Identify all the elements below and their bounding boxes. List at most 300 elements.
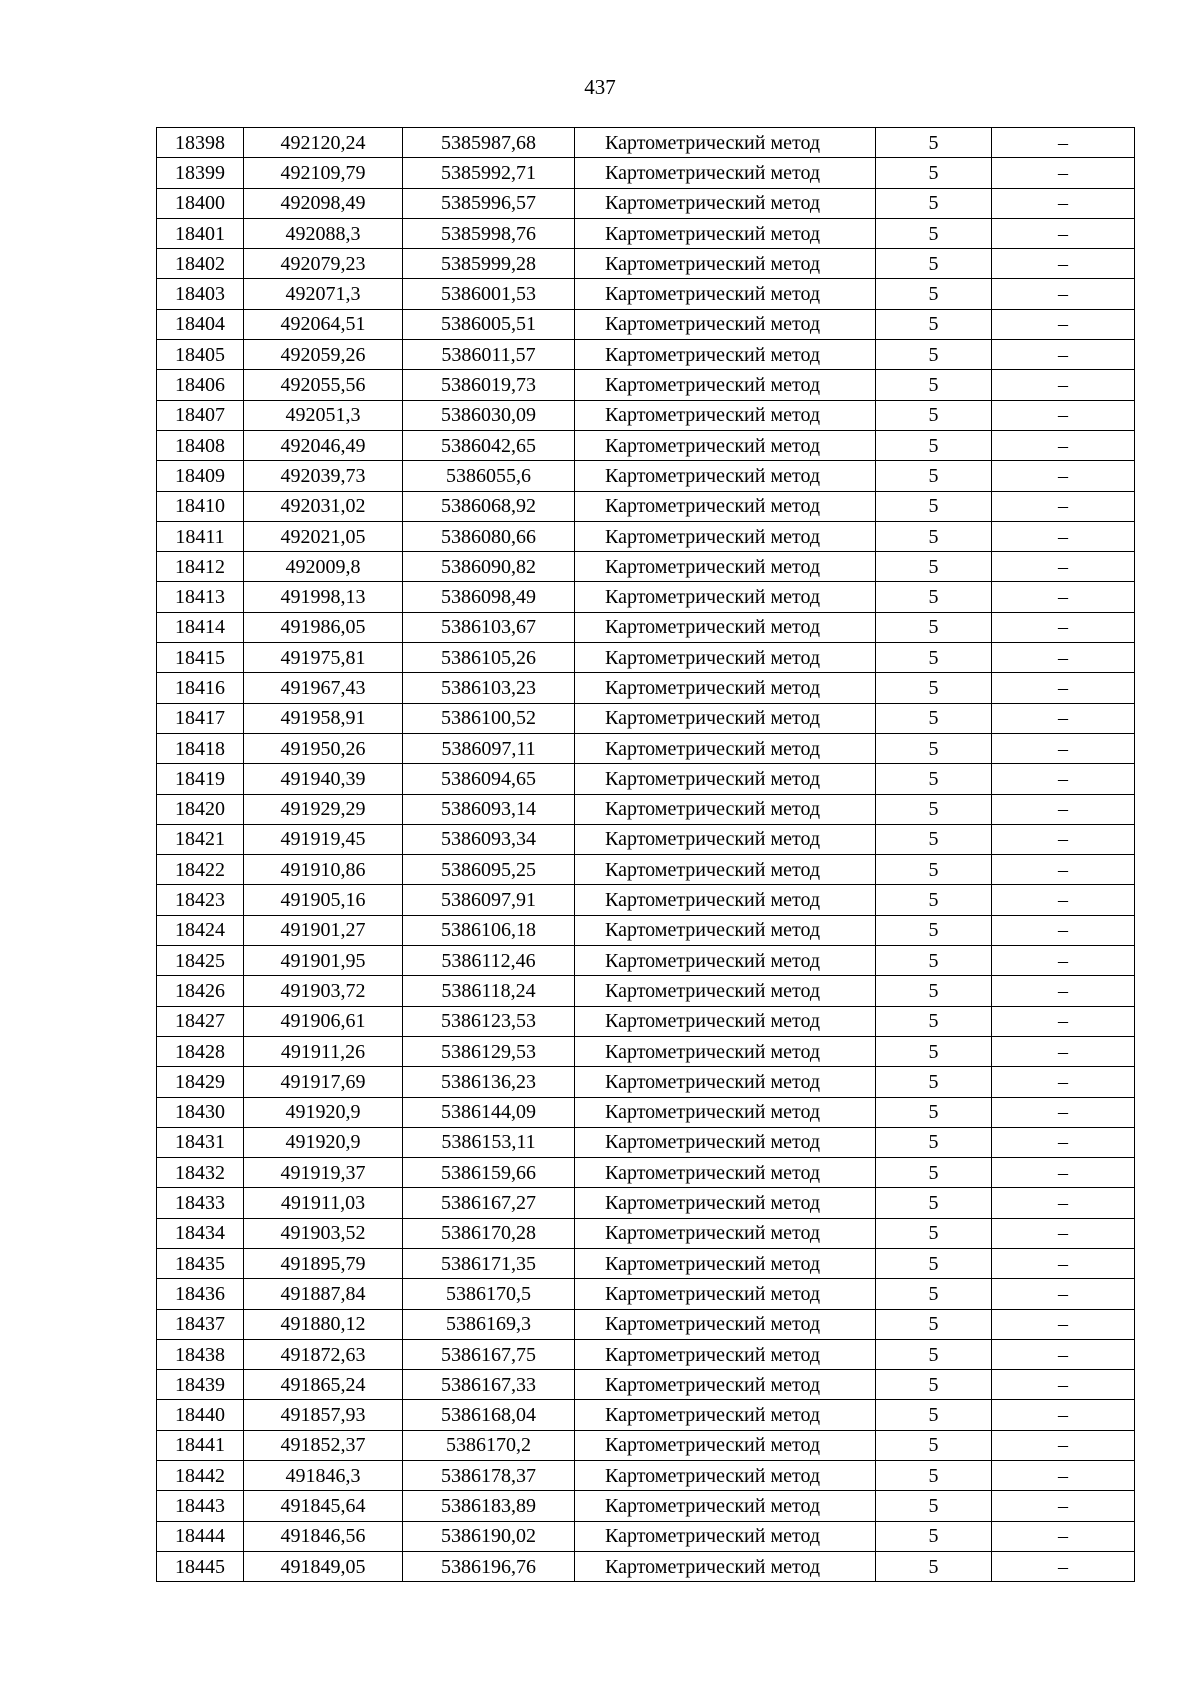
point-number-cell: 18426 xyxy=(157,976,244,1006)
point-number-cell: 18401 xyxy=(157,218,244,248)
table-row xyxy=(157,1097,1135,1127)
method-cell: Картометрический метод xyxy=(575,400,876,430)
point-number-cell: 18419 xyxy=(157,764,244,794)
accuracy-cell: 5 xyxy=(876,1218,992,1248)
accuracy-cell: 5 xyxy=(876,128,992,158)
point-number-cell: 18434 xyxy=(157,1218,244,1248)
x-coordinate-cell: 491887,84 xyxy=(244,1279,403,1309)
note-cell: – xyxy=(992,1006,1135,1036)
table-row xyxy=(157,370,1135,400)
x-coordinate-cell: 492046,49 xyxy=(244,430,403,460)
point-number-cell: 18445 xyxy=(157,1551,244,1581)
x-coordinate-cell: 491950,26 xyxy=(244,733,403,763)
table-row xyxy=(157,249,1135,279)
method-cell: Картометрический метод xyxy=(575,1551,876,1581)
method-cell: Картометрический метод xyxy=(575,1097,876,1127)
table-row xyxy=(157,1521,1135,1551)
x-coordinate-cell: 491901,27 xyxy=(244,915,403,945)
table-row xyxy=(157,612,1135,642)
accuracy-cell: 5 xyxy=(876,764,992,794)
table-row xyxy=(157,340,1135,370)
y-coordinate-cell: 5386196,76 xyxy=(403,1551,575,1581)
accuracy-cell: 5 xyxy=(876,1248,992,1278)
accuracy-cell: 5 xyxy=(876,855,992,885)
accuracy-cell: 5 xyxy=(876,370,992,400)
table-row xyxy=(157,643,1135,673)
x-coordinate-cell: 492071,3 xyxy=(244,279,403,309)
point-number-cell: 18431 xyxy=(157,1127,244,1157)
y-coordinate-cell: 5386105,26 xyxy=(403,643,575,673)
point-number-cell: 18439 xyxy=(157,1370,244,1400)
table-row xyxy=(157,794,1135,824)
point-number-cell: 18414 xyxy=(157,612,244,642)
table-row xyxy=(157,461,1135,491)
x-coordinate-cell: 492039,73 xyxy=(244,461,403,491)
y-coordinate-cell: 5386055,6 xyxy=(403,461,575,491)
table-row xyxy=(157,946,1135,976)
note-cell: – xyxy=(992,946,1135,976)
y-coordinate-cell: 5386001,53 xyxy=(403,279,575,309)
x-coordinate-cell: 491975,81 xyxy=(244,643,403,673)
table-row xyxy=(157,703,1135,733)
point-number-cell: 18415 xyxy=(157,643,244,673)
point-number-cell: 18410 xyxy=(157,491,244,521)
method-cell: Картометрический метод xyxy=(575,855,876,885)
accuracy-cell: 5 xyxy=(876,612,992,642)
note-cell: – xyxy=(992,249,1135,279)
accuracy-cell: 5 xyxy=(876,1370,992,1400)
accuracy-cell: 5 xyxy=(876,279,992,309)
x-coordinate-cell: 491852,37 xyxy=(244,1430,403,1460)
point-number-cell: 18404 xyxy=(157,309,244,339)
accuracy-cell: 5 xyxy=(876,1097,992,1127)
x-coordinate-cell: 491920,9 xyxy=(244,1097,403,1127)
x-coordinate-cell: 492051,3 xyxy=(244,400,403,430)
table-row xyxy=(157,733,1135,763)
accuracy-cell: 5 xyxy=(876,188,992,218)
x-coordinate-cell: 492120,24 xyxy=(244,128,403,158)
y-coordinate-cell: 5385999,28 xyxy=(403,249,575,279)
y-coordinate-cell: 5386042,65 xyxy=(403,430,575,460)
x-coordinate-cell: 492021,05 xyxy=(244,521,403,551)
y-coordinate-cell: 5386170,2 xyxy=(403,1430,575,1460)
x-coordinate-cell: 491903,72 xyxy=(244,976,403,1006)
x-coordinate-cell: 492055,56 xyxy=(244,370,403,400)
table-row xyxy=(157,1370,1135,1400)
note-cell: – xyxy=(992,491,1135,521)
accuracy-cell: 5 xyxy=(876,915,992,945)
x-coordinate-cell: 491857,93 xyxy=(244,1400,403,1430)
method-cell: Картометрический метод xyxy=(575,1491,876,1521)
method-cell: Картометрический метод xyxy=(575,764,876,794)
x-coordinate-cell: 492064,51 xyxy=(244,309,403,339)
method-cell: Картометрический метод xyxy=(575,1521,876,1551)
point-number-cell: 18403 xyxy=(157,279,244,309)
table-row xyxy=(157,491,1135,521)
table-row xyxy=(157,764,1135,794)
note-cell: – xyxy=(992,733,1135,763)
y-coordinate-cell: 5386167,75 xyxy=(403,1339,575,1369)
note-cell: – xyxy=(992,1158,1135,1188)
y-coordinate-cell: 5385987,68 xyxy=(403,128,575,158)
y-coordinate-cell: 5386153,11 xyxy=(403,1127,575,1157)
accuracy-cell: 5 xyxy=(876,218,992,248)
y-coordinate-cell: 5386129,53 xyxy=(403,1036,575,1066)
point-number-cell: 18409 xyxy=(157,461,244,491)
point-number-cell: 18442 xyxy=(157,1461,244,1491)
table-row xyxy=(157,1218,1135,1248)
x-coordinate-cell: 491967,43 xyxy=(244,673,403,703)
method-cell: Картометрический метод xyxy=(575,340,876,370)
note-cell: – xyxy=(992,309,1135,339)
table-row xyxy=(157,1400,1135,1430)
x-coordinate-cell: 492009,8 xyxy=(244,552,403,582)
table-row xyxy=(157,1158,1135,1188)
method-cell: Картометрический метод xyxy=(575,158,876,188)
method-cell: Картометрический метод xyxy=(575,1127,876,1157)
point-number-cell: 18398 xyxy=(157,128,244,158)
point-number-cell: 18438 xyxy=(157,1339,244,1369)
method-cell: Картометрический метод xyxy=(575,370,876,400)
point-number-cell: 18443 xyxy=(157,1491,244,1521)
point-number-cell: 18399 xyxy=(157,158,244,188)
accuracy-cell: 5 xyxy=(876,673,992,703)
x-coordinate-cell: 491845,64 xyxy=(244,1491,403,1521)
table-row xyxy=(157,885,1135,915)
x-coordinate-cell: 491846,56 xyxy=(244,1521,403,1551)
table-row xyxy=(157,1339,1135,1369)
coordinates-table-body xyxy=(157,128,1135,1582)
table-row xyxy=(157,521,1135,551)
table-row xyxy=(157,158,1135,188)
note-cell: – xyxy=(992,158,1135,188)
method-cell: Картометрический метод xyxy=(575,976,876,1006)
y-coordinate-cell: 5386100,52 xyxy=(403,703,575,733)
y-coordinate-cell: 5386168,04 xyxy=(403,1400,575,1430)
method-cell: Картометрический метод xyxy=(575,1248,876,1278)
note-cell: – xyxy=(992,794,1135,824)
y-coordinate-cell: 5386170,5 xyxy=(403,1279,575,1309)
y-coordinate-cell: 5386098,49 xyxy=(403,582,575,612)
point-number-cell: 18440 xyxy=(157,1400,244,1430)
accuracy-cell: 5 xyxy=(876,1279,992,1309)
method-cell: Картометрический метод xyxy=(575,218,876,248)
table-row xyxy=(157,400,1135,430)
y-coordinate-cell: 5386178,37 xyxy=(403,1461,575,1491)
method-cell: Картометрический метод xyxy=(575,582,876,612)
method-cell: Картометрический метод xyxy=(575,946,876,976)
method-cell: Картометрический метод xyxy=(575,1309,876,1339)
method-cell: Картометрический метод xyxy=(575,1188,876,1218)
y-coordinate-cell: 5386103,23 xyxy=(403,673,575,703)
note-cell: – xyxy=(992,703,1135,733)
point-number-cell: 18411 xyxy=(157,521,244,551)
method-cell: Картометрический метод xyxy=(575,1218,876,1248)
x-coordinate-cell: 492088,3 xyxy=(244,218,403,248)
point-number-cell: 18418 xyxy=(157,733,244,763)
table-row xyxy=(157,1127,1135,1157)
accuracy-cell: 5 xyxy=(876,1461,992,1491)
method-cell: Картометрический метод xyxy=(575,1400,876,1430)
accuracy-cell: 5 xyxy=(876,158,992,188)
method-cell: Картометрический метод xyxy=(575,703,876,733)
point-number-cell: 18441 xyxy=(157,1430,244,1460)
note-cell: – xyxy=(992,461,1135,491)
point-number-cell: 18436 xyxy=(157,1279,244,1309)
method-cell: Картометрический метод xyxy=(575,733,876,763)
accuracy-cell: 5 xyxy=(876,1491,992,1521)
x-coordinate-cell: 491846,3 xyxy=(244,1461,403,1491)
point-number-cell: 18405 xyxy=(157,340,244,370)
x-coordinate-cell: 491872,63 xyxy=(244,1339,403,1369)
accuracy-cell: 5 xyxy=(876,430,992,460)
x-coordinate-cell: 491998,13 xyxy=(244,582,403,612)
x-coordinate-cell: 492109,79 xyxy=(244,158,403,188)
accuracy-cell: 5 xyxy=(876,249,992,279)
accuracy-cell: 5 xyxy=(876,1551,992,1581)
table-row xyxy=(157,552,1135,582)
note-cell: – xyxy=(992,1036,1135,1066)
note-cell: – xyxy=(992,1279,1135,1309)
y-coordinate-cell: 5386005,51 xyxy=(403,309,575,339)
table-row xyxy=(157,1188,1135,1218)
accuracy-cell: 5 xyxy=(876,976,992,1006)
x-coordinate-cell: 491911,03 xyxy=(244,1188,403,1218)
point-number-cell: 18421 xyxy=(157,824,244,854)
y-coordinate-cell: 5386123,53 xyxy=(403,1006,575,1036)
y-coordinate-cell: 5386030,09 xyxy=(403,400,575,430)
table-row xyxy=(157,218,1135,248)
point-number-cell: 18416 xyxy=(157,673,244,703)
accuracy-cell: 5 xyxy=(876,703,992,733)
method-cell: Картометрический метод xyxy=(575,552,876,582)
method-cell: Картометрический метод xyxy=(575,612,876,642)
accuracy-cell: 5 xyxy=(876,1400,992,1430)
note-cell: – xyxy=(992,582,1135,612)
note-cell: – xyxy=(992,1309,1135,1339)
accuracy-cell: 5 xyxy=(876,1521,992,1551)
accuracy-cell: 5 xyxy=(876,1127,992,1157)
accuracy-cell: 5 xyxy=(876,794,992,824)
method-cell: Картометрический метод xyxy=(575,885,876,915)
method-cell: Картометрический метод xyxy=(575,1067,876,1097)
method-cell: Картометрический метод xyxy=(575,673,876,703)
table-row xyxy=(157,915,1135,945)
y-coordinate-cell: 5386093,14 xyxy=(403,794,575,824)
note-cell: – xyxy=(992,643,1135,673)
note-cell: – xyxy=(992,218,1135,248)
x-coordinate-cell: 491903,52 xyxy=(244,1218,403,1248)
point-number-cell: 18407 xyxy=(157,400,244,430)
note-cell: – xyxy=(992,1461,1135,1491)
table-row xyxy=(157,188,1135,218)
x-coordinate-cell: 491920,9 xyxy=(244,1127,403,1157)
y-coordinate-cell: 5385992,71 xyxy=(403,158,575,188)
method-cell: Картометрический метод xyxy=(575,1036,876,1066)
y-coordinate-cell: 5386118,24 xyxy=(403,976,575,1006)
y-coordinate-cell: 5386097,11 xyxy=(403,733,575,763)
table-row xyxy=(157,824,1135,854)
note-cell: – xyxy=(992,430,1135,460)
table-row xyxy=(157,1036,1135,1066)
table-row xyxy=(157,279,1135,309)
x-coordinate-cell: 491929,29 xyxy=(244,794,403,824)
y-coordinate-cell: 5386090,82 xyxy=(403,552,575,582)
table-row xyxy=(157,976,1135,1006)
x-coordinate-cell: 491919,37 xyxy=(244,1158,403,1188)
x-coordinate-cell: 491865,24 xyxy=(244,1370,403,1400)
method-cell: Картометрический метод xyxy=(575,643,876,673)
page-number: 437 xyxy=(584,75,616,99)
note-cell: – xyxy=(992,915,1135,945)
x-coordinate-cell: 491911,26 xyxy=(244,1036,403,1066)
table-row xyxy=(157,1309,1135,1339)
note-cell: – xyxy=(992,1248,1135,1278)
note-cell: – xyxy=(992,400,1135,430)
note-cell: – xyxy=(992,1067,1135,1097)
y-coordinate-cell: 5386169,3 xyxy=(403,1309,575,1339)
point-number-cell: 18428 xyxy=(157,1036,244,1066)
method-cell: Картометрический метод xyxy=(575,824,876,854)
point-number-cell: 18435 xyxy=(157,1248,244,1278)
y-coordinate-cell: 5386011,57 xyxy=(403,340,575,370)
x-coordinate-cell: 491880,12 xyxy=(244,1309,403,1339)
note-cell: – xyxy=(992,1339,1135,1369)
point-number-cell: 18422 xyxy=(157,855,244,885)
method-cell: Картометрический метод xyxy=(575,1430,876,1460)
y-coordinate-cell: 5385996,57 xyxy=(403,188,575,218)
note-cell: – xyxy=(992,673,1135,703)
y-coordinate-cell: 5386095,25 xyxy=(403,855,575,885)
point-number-cell: 18412 xyxy=(157,552,244,582)
y-coordinate-cell: 5386019,73 xyxy=(403,370,575,400)
x-coordinate-cell: 491901,95 xyxy=(244,946,403,976)
y-coordinate-cell: 5386136,23 xyxy=(403,1067,575,1097)
method-cell: Картометрический метод xyxy=(575,1339,876,1369)
x-coordinate-cell: 491919,45 xyxy=(244,824,403,854)
point-number-cell: 18429 xyxy=(157,1067,244,1097)
accuracy-cell: 5 xyxy=(876,1158,992,1188)
note-cell: – xyxy=(992,855,1135,885)
accuracy-cell: 5 xyxy=(876,824,992,854)
point-number-cell: 18444 xyxy=(157,1521,244,1551)
accuracy-cell: 5 xyxy=(876,552,992,582)
accuracy-cell: 5 xyxy=(876,1188,992,1218)
method-cell: Картометрический метод xyxy=(575,794,876,824)
y-coordinate-cell: 5386167,33 xyxy=(403,1370,575,1400)
method-cell: Картометрический метод xyxy=(575,128,876,158)
table-row xyxy=(157,1551,1135,1581)
coordinates-table xyxy=(156,127,1135,1582)
y-coordinate-cell: 5386159,66 xyxy=(403,1158,575,1188)
method-cell: Картометрический метод xyxy=(575,1370,876,1400)
point-number-cell: 18420 xyxy=(157,794,244,824)
accuracy-cell: 5 xyxy=(876,309,992,339)
accuracy-cell: 5 xyxy=(876,461,992,491)
table-row xyxy=(157,430,1135,460)
method-cell: Картометрический метод xyxy=(575,915,876,945)
x-coordinate-cell: 491940,39 xyxy=(244,764,403,794)
x-coordinate-cell: 491917,69 xyxy=(244,1067,403,1097)
point-number-cell: 18417 xyxy=(157,703,244,733)
y-coordinate-cell: 5386171,35 xyxy=(403,1248,575,1278)
point-number-cell: 18437 xyxy=(157,1309,244,1339)
point-number-cell: 18406 xyxy=(157,370,244,400)
note-cell: – xyxy=(992,552,1135,582)
x-coordinate-cell: 492059,26 xyxy=(244,340,403,370)
x-coordinate-cell: 491849,05 xyxy=(244,1551,403,1581)
note-cell: – xyxy=(992,1521,1135,1551)
note-cell: – xyxy=(992,340,1135,370)
y-coordinate-cell: 5385998,76 xyxy=(403,218,575,248)
x-coordinate-cell: 491905,16 xyxy=(244,885,403,915)
method-cell: Картометрический метод xyxy=(575,491,876,521)
x-coordinate-cell: 492098,49 xyxy=(244,188,403,218)
note-cell: – xyxy=(992,188,1135,218)
note-cell: – xyxy=(992,824,1135,854)
y-coordinate-cell: 5386183,89 xyxy=(403,1491,575,1521)
note-cell: – xyxy=(992,885,1135,915)
point-number-cell: 18430 xyxy=(157,1097,244,1127)
note-cell: – xyxy=(992,521,1135,551)
accuracy-cell: 5 xyxy=(876,1339,992,1369)
y-coordinate-cell: 5386068,92 xyxy=(403,491,575,521)
point-number-cell: 18427 xyxy=(157,1006,244,1036)
y-coordinate-cell: 5386097,91 xyxy=(403,885,575,915)
y-coordinate-cell: 5386167,27 xyxy=(403,1188,575,1218)
note-cell: – xyxy=(992,1551,1135,1581)
accuracy-cell: 5 xyxy=(876,1067,992,1097)
note-cell: – xyxy=(992,612,1135,642)
x-coordinate-cell: 491906,61 xyxy=(244,1006,403,1036)
y-coordinate-cell: 5386170,28 xyxy=(403,1218,575,1248)
y-coordinate-cell: 5386190,02 xyxy=(403,1521,575,1551)
accuracy-cell: 5 xyxy=(876,1430,992,1460)
accuracy-cell: 5 xyxy=(876,885,992,915)
table-row xyxy=(157,1461,1135,1491)
table-row xyxy=(157,582,1135,612)
note-cell: – xyxy=(992,1188,1135,1218)
y-coordinate-cell: 5386106,18 xyxy=(403,915,575,945)
x-coordinate-cell: 492031,02 xyxy=(244,491,403,521)
accuracy-cell: 5 xyxy=(876,1036,992,1066)
x-coordinate-cell: 492079,23 xyxy=(244,249,403,279)
note-cell: – xyxy=(992,1400,1135,1430)
table-row xyxy=(157,1491,1135,1521)
accuracy-cell: 5 xyxy=(876,643,992,673)
table-row xyxy=(157,1248,1135,1278)
method-cell: Картометрический метод xyxy=(575,309,876,339)
accuracy-cell: 5 xyxy=(876,1309,992,1339)
point-number-cell: 18408 xyxy=(157,430,244,460)
method-cell: Картометрический метод xyxy=(575,279,876,309)
note-cell: – xyxy=(992,1097,1135,1127)
table-row xyxy=(157,128,1135,158)
y-coordinate-cell: 5386103,67 xyxy=(403,612,575,642)
y-coordinate-cell: 5386094,65 xyxy=(403,764,575,794)
method-cell: Картометрический метод xyxy=(575,521,876,551)
point-number-cell: 18423 xyxy=(157,885,244,915)
accuracy-cell: 5 xyxy=(876,521,992,551)
accuracy-cell: 5 xyxy=(876,1006,992,1036)
method-cell: Картометрический метод xyxy=(575,1279,876,1309)
x-coordinate-cell: 491986,05 xyxy=(244,612,403,642)
table-row xyxy=(157,673,1135,703)
point-number-cell: 18402 xyxy=(157,249,244,279)
x-coordinate-cell: 491910,86 xyxy=(244,855,403,885)
table-row xyxy=(157,1279,1135,1309)
method-cell: Картометрический метод xyxy=(575,1461,876,1491)
